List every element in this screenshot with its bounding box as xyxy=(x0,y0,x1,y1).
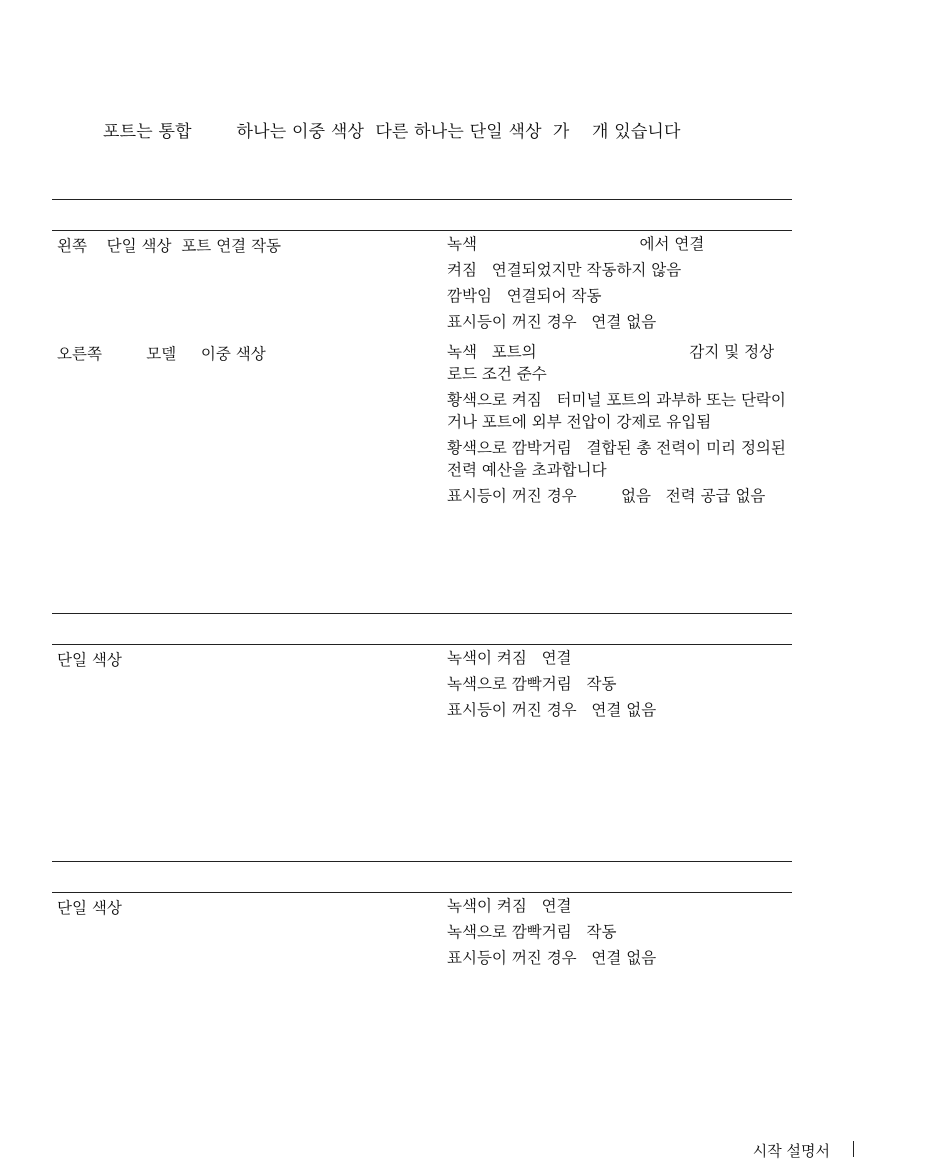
description-line: 녹색 포트의 감지 및 정상 로드 조건 준수 xyxy=(447,343,780,383)
row-description xyxy=(447,895,792,973)
description-line: 표시등이 꺼진 경우 없음 전력 공급 없음 xyxy=(447,487,766,505)
row-label: 단일 색상 xyxy=(57,651,122,669)
table-2-top-rule xyxy=(52,613,792,614)
description-line: 켜짐 연결되었지만 작동하지 않음 xyxy=(447,261,682,279)
description-line: 황색으로 켜짐 터미널 포트의 과부하 또는 단락이거나 포트에 외부 전압이 강제로 유입됨 xyxy=(447,391,786,431)
description-line: 녹색이 켜짐 연결 xyxy=(447,649,572,667)
table-3-top-rule xyxy=(52,861,792,862)
footer-label: 시작 설명서 xyxy=(752,1142,830,1160)
description-line: 녹색으로 깜빡거림 작동 xyxy=(447,923,617,941)
table-1-top-rule xyxy=(52,199,792,200)
description-line: 표시등이 꺼진 경우 연결 없음 xyxy=(447,701,657,719)
description-line: 깜박임 연결되어 작동 xyxy=(447,287,602,305)
row-label: 단일 색상 xyxy=(57,899,122,917)
table-3-header-rule xyxy=(52,892,792,893)
row-description xyxy=(447,341,792,511)
description-line: 황색으로 깜박거림 결합된 총 전력이 미리 정의된 전력 예산을 초과합니다 xyxy=(447,439,791,479)
row-label: 왼쪽 단일 색상 포트 연결 작동 xyxy=(57,237,282,255)
description-line: 표시등이 꺼진 경우 연결 없음 xyxy=(447,313,657,331)
table-1-header-rule xyxy=(52,230,792,231)
footer-divider xyxy=(853,1141,854,1157)
row-description xyxy=(447,647,792,725)
description-line: 표시등이 꺼진 경우 연결 없음 xyxy=(447,949,657,967)
intro-paragraph: 포트는 통합 하나는 이중 색상 다른 하나는 단일 색상 가 개 있습니다 xyxy=(103,122,681,142)
row-label: 오른쪽 모델 이중 색상 xyxy=(57,345,266,363)
table-2-header-rule xyxy=(52,644,792,645)
description-line: 녹색 에서 연결 xyxy=(447,235,705,253)
description-line: 녹색으로 깜빡거림 작동 xyxy=(447,675,617,693)
row-description xyxy=(447,233,792,337)
description-line: 녹색이 켜짐 연결 xyxy=(447,897,572,915)
